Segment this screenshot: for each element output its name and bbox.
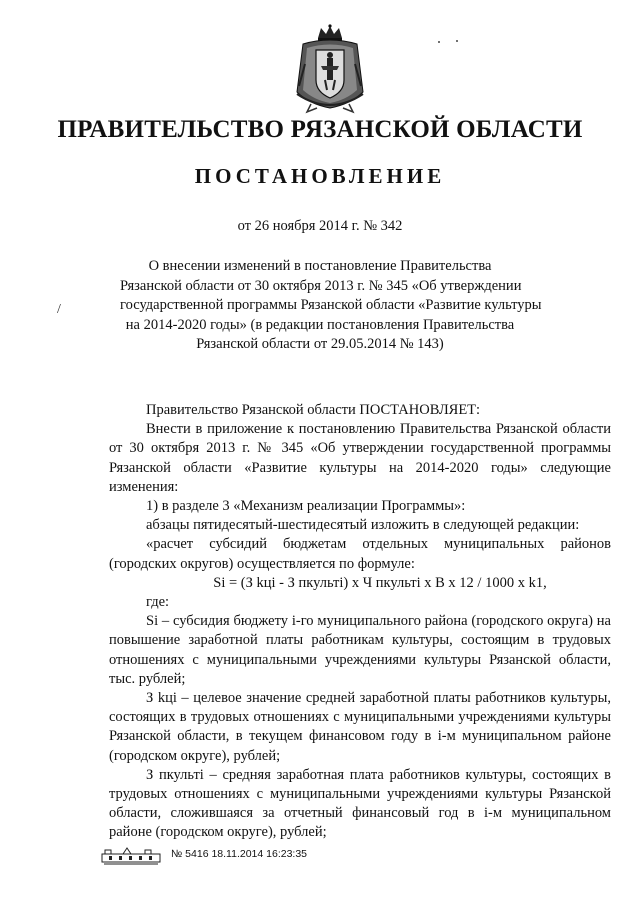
paragraph: «расчет субсидий бюджетам отдельных муниципальных районов (городских округов) осуществляется по формуле:	[109, 536, 611, 572]
scan-mark-icon	[436, 38, 460, 46]
document-type: ПОСТАНОВЛЕНИЕ	[194, 164, 446, 188]
document-date-number: от 26 ноября 2014 г. № 342	[237, 218, 403, 234]
paragraph: З пкульті – средняя заработная плата работников культуры, состоящих в трудовых отношениях с муниципальными учреждениями культуры Рязанской области, сложившаяся за отчетный финансовый год в i-м муниципальном районе (городском округе), рублей;	[109, 766, 611, 841]
subject-line: на 2014-2020 годы» (в редакции постановления Правительства	[125, 316, 515, 333]
subject-line: Рязанской области от 29.05.2014 № 143)	[196, 336, 444, 353]
registry-stamp-icon	[101, 846, 161, 866]
paragraph: Внести в приложение к постановлению Правительства Рязанской области от 30 октября 2013 г. № 345 «Об утверждении государственной программы Рязанской области «Развитие культуры на 2014-2020 годы» следующие изменения:	[109, 421, 611, 495]
paragraph: З kцi – целевое значение средней заработной платы работников культуры, состоящих в трудовых отношениях с муниципальными учреждениями культуры Рязанской области, в текущем финансовом году в i-м муниципальном районе (городском округе), рублей;	[109, 690, 611, 764]
subject-line: государственной программы Рязанской области «Развитие культуры	[120, 297, 542, 314]
paragraph: Правительство Рязанской области ПОСТАНОВЛЯЕТ:	[146, 402, 481, 418]
document-subject	[120, 257, 542, 355]
subject-line: Рязанской области от 30 октября 2013 г. № 345 «Об утверждении	[120, 277, 522, 294]
paragraph: 1) в разделе 3 «Механизм реализации Программы»:	[146, 498, 466, 515]
paragraph: где:	[146, 594, 170, 611]
margin-mark: /	[57, 302, 61, 317]
coat-of-arms-icon	[291, 24, 369, 116]
paragraph: абзацы пятидесятый-шестидесятый изложить в следующей редакции:	[146, 517, 580, 534]
formula: Si = (З kцi - З пкульті) х Ч пкульті х В х 12 / 1000 х k1,	[213, 574, 547, 591]
paragraph: Si – субсидия бюджету i-го муниципального района (городского округа) на повышение заработной платы работникам культуры, состоящим в трудовых отношениях с муниципальными учреждениями культуры Рязанской области, тыс. рублей;	[109, 613, 611, 687]
registration-number: № 5416 18.11.2014 16:23:35	[171, 848, 308, 860]
government-title: ПРАВИТЕЛЬСТВО РЯЗАНСКОЙ ОБЛАСТИ	[57, 116, 583, 143]
subject-line: О внесении изменений в постановление Правительства	[148, 258, 492, 274]
document-body	[109, 401, 611, 843]
